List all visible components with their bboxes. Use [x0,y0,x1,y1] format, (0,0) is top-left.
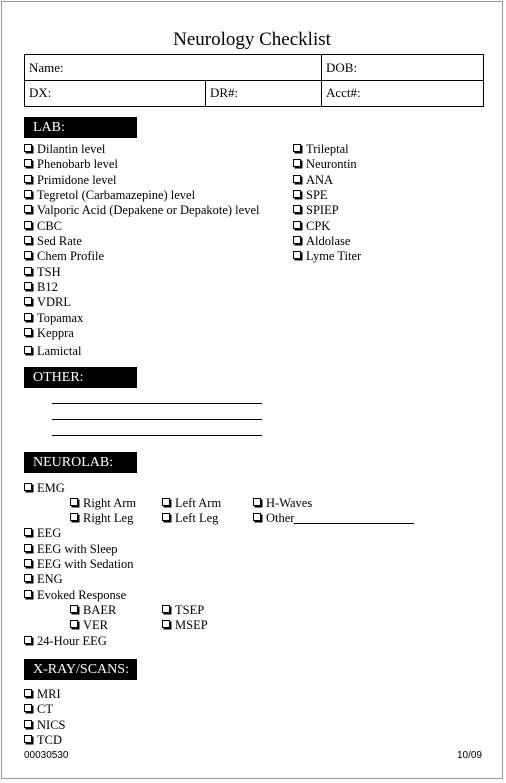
checkbox-item-evoked-response[interactable] [24,588,126,603]
checkbox-label: Aldolase [306,234,351,249]
checkbox-item-tsh[interactable] [24,265,61,280]
checkbox-item-tsep[interactable] [162,603,204,618]
checkbox-item-topamax[interactable] [24,311,83,326]
checkbox-label: EEG with Sleep [37,542,118,556]
checkbox-label: SPE [306,188,328,203]
checkbox-item-valporic-acid-depakene-or-depakote-level[interactable] [24,203,259,218]
checkbox-icon[interactable] [293,190,301,198]
checkbox-icon[interactable] [293,175,301,183]
checkbox-label: Left Arm [175,496,222,510]
acct-field[interactable] [321,80,483,106]
dx-label: DX: [29,85,52,100]
dob-field[interactable] [321,55,483,80]
checkbox-icon[interactable] [24,528,32,536]
checkbox-icon[interactable] [24,346,32,354]
checkbox-label: VER [83,618,108,632]
checkbox-label: Tegretol (Carbamazepine) level [37,188,196,202]
checkbox-item-ana[interactable] [293,173,333,188]
checkbox-item-lamictal[interactable] [24,344,81,359]
checkbox-icon[interactable] [293,221,301,229]
checkbox-item-neurontin[interactable] [293,157,357,172]
checkbox-icon[interactable] [70,620,78,628]
patient-info-row-2 [24,80,484,107]
checkbox-icon[interactable] [24,544,32,552]
checkbox-label: CPK [306,218,331,233]
checkbox-item-spiep[interactable] [293,203,339,218]
checkbox-icon[interactable] [24,720,32,728]
checkbox-item-eeg-with-sedation[interactable] [24,557,134,572]
checkbox-label: Sed Rate [37,234,82,248]
checkbox-item-chem-profile[interactable] [24,249,104,264]
checkbox-icon[interactable] [70,513,78,521]
other-line-1[interactable] [52,403,262,404]
checkbox-label: H-Waves [266,496,313,510]
checkbox-item-baer[interactable] [70,603,116,618]
checkbox-item-vdrl[interactable] [24,295,71,310]
checkbox-item-spe[interactable] [293,188,328,203]
checkbox-icon[interactable] [24,282,32,290]
checkbox-label: Dilantin level [37,142,106,156]
checkbox-label: CBC [37,219,63,233]
checkbox-icon[interactable] [24,190,32,198]
checkbox-label: Chem Profile [37,249,105,263]
checkbox-icon[interactable] [24,328,32,336]
other-write-in-line[interactable] [294,512,414,524]
checkbox-item-aldolase[interactable] [293,234,350,249]
checkbox-label: Neurontin [306,157,357,172]
checkbox-icon[interactable] [293,144,301,152]
checkbox-item-trileptal[interactable] [293,142,349,157]
checkbox-icon[interactable] [162,620,170,628]
checkbox-item-tegretol-carbamazepine-level[interactable] [24,188,195,203]
form-number: 00030530 [24,750,69,761]
checkbox-label: Primidone level [37,173,117,187]
checkbox-item-right-leg[interactable] [70,511,133,526]
checkbox-item-eng[interactable] [24,572,63,587]
checkbox-label: Left Leg [175,511,219,525]
checkbox-label: Lamictal [37,344,82,358]
checkbox-icon[interactable] [24,297,32,305]
checkbox-label: VDRL [37,295,72,309]
checkbox-label: EEG [37,526,62,540]
checkbox-label: EEG with Sedation [37,557,134,571]
checkbox-label: MSEP [175,618,208,632]
checkbox-label: Evoked Response [37,588,127,602]
checkbox-icon[interactable] [253,513,261,521]
checkbox-icon[interactable] [24,251,32,259]
checkbox-icon[interactable] [24,221,32,229]
checkbox-icon[interactable] [162,605,170,613]
checkbox-icon[interactable] [24,574,32,582]
checkbox-icon[interactable] [293,159,301,167]
checkbox-item-nics[interactable] [24,718,65,733]
checkbox-label: EMG [37,481,65,495]
checkbox-icon[interactable] [162,498,170,506]
checkbox-label: Topamax [37,311,84,325]
checkbox-icon[interactable] [253,498,261,506]
checkbox-label: Other [266,511,295,525]
checkbox-label: BAER [83,603,117,617]
checklist-form [1,1,503,779]
xray-section-header: X-RAY/SCANS: [24,659,137,680]
acct-label: Acct#: [326,85,361,100]
checkbox-icon[interactable] [162,513,170,521]
checkbox-label: CT [37,702,53,717]
checkbox-item-emg[interactable] [24,481,65,496]
checkbox-icon[interactable] [24,559,32,567]
checkbox-icon[interactable] [24,483,32,491]
checkbox-label: B12 [37,280,58,294]
checkbox-icon[interactable] [70,498,78,506]
checkbox-label: NICS [37,717,66,732]
checkbox-label: TSH [37,265,61,279]
checkbox-icon[interactable] [293,251,301,259]
dob-label: DOB: [326,60,358,75]
neurolab-section-header: NEUROLAB: [24,452,137,473]
other-section-header: OTHER: [24,367,137,388]
checkbox-item-dilantin-level[interactable] [24,142,105,157]
revision-date: 10/09 [456,750,482,761]
checkbox-item-other[interactable] [253,511,414,526]
checkbox-icon[interactable] [24,205,32,213]
checkbox-icon[interactable] [24,636,32,644]
checkbox-label: 24-Hour EEG [37,634,107,648]
checkbox-label: TSEP [175,603,205,617]
checkbox-label: Right Leg [83,511,134,525]
checkbox-label: Trileptal [306,142,349,156]
checkbox-label: MRI [37,687,61,701]
checkbox-item-left-leg[interactable] [162,511,218,526]
checkbox-icon[interactable] [24,236,32,244]
checkbox-item-phenobarb-level[interactable] [24,157,118,172]
checkbox-label: Lyme Titer [306,249,362,264]
checkbox-item-lyme-titer[interactable] [293,249,361,264]
checkbox-label: ENG [37,572,63,586]
checkbox-item-msep[interactable] [162,618,208,633]
checkbox-label: SPIEP [306,203,339,218]
name-field[interactable] [25,55,321,80]
checkbox-item-ct[interactable] [24,702,53,717]
checkbox-icon[interactable] [24,159,32,167]
checkbox-item-sed-rate[interactable] [24,234,82,249]
form-title: Neurology Checklist [173,29,331,50]
checkbox-icon[interactable] [24,735,32,743]
other-line-2[interactable] [52,419,262,420]
checkbox-icon[interactable] [293,236,301,244]
dr-label: DR#: [210,85,239,100]
checkbox-item-24-hour-eeg[interactable] [24,634,107,649]
checkbox-label: Keppra [37,326,74,340]
checkbox-item-cbc[interactable] [24,219,62,234]
checkbox-item-primidone-level[interactable] [24,173,117,188]
checkbox-icon[interactable] [24,144,32,152]
dr-field[interactable] [205,80,321,106]
checkbox-icon[interactable] [293,205,301,213]
patient-info-row-1 [24,54,484,81]
other-line-3[interactable] [52,435,262,436]
checkbox-icon[interactable] [24,175,32,183]
checkbox-item-tcd[interactable] [24,733,62,748]
lab-section-header: LAB: [24,117,137,138]
checkbox-item-eeg-with-sleep[interactable] [24,542,118,557]
checkbox-item-b12[interactable] [24,280,58,295]
checkbox-item-keppra[interactable] [24,326,74,341]
checkbox-item-h-waves[interactable] [253,496,312,511]
checkbox-label: TCD [37,732,62,747]
checkbox-item-eeg[interactable] [24,526,61,541]
checkbox-label: ANA [306,172,334,187]
checkbox-icon[interactable] [24,267,32,275]
checkbox-icon[interactable] [70,605,78,613]
checkbox-icon[interactable] [24,689,32,697]
checkbox-item-left-arm[interactable] [162,496,221,511]
name-label: Name: [29,60,64,75]
checkbox-item-cpk[interactable] [293,219,330,234]
checkbox-item-mri[interactable] [24,687,61,702]
checkbox-label: Phenobarb level [37,157,118,171]
checkbox-item-right-arm[interactable] [70,496,136,511]
checkbox-label: Right Arm [83,496,137,510]
checkbox-icon[interactable] [24,704,32,712]
dx-field[interactable] [25,80,205,106]
checkbox-icon[interactable] [24,313,32,321]
checkbox-icon[interactable] [24,590,32,598]
checkbox-label: Valporic Acid (Depakene or Depakote) level [37,203,260,217]
checkbox-item-ver[interactable] [70,618,108,633]
